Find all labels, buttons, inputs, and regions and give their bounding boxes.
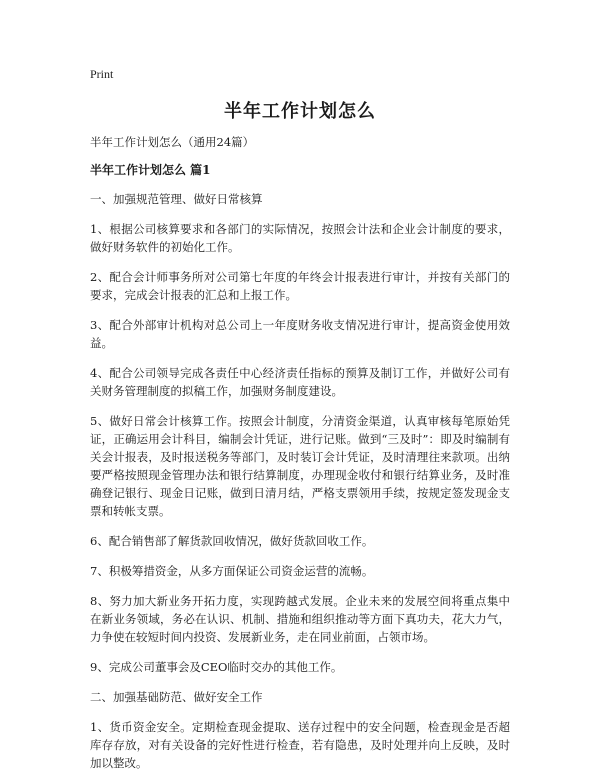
paragraph: 2、配合会计师事务所对公司第七年度的年终会计报表进行审计，并按有关部门的要求，完成会计报表的汇总和上报工作。: [90, 270, 510, 302]
paragraph: 1、货币资金安全。定期检查现金提取、送存过程中的安全问题，检查现金是否超库存存放，对有关设备的完好性进行检查，若有隐患，及时处理并向上反映，及时加以整改。: [90, 720, 510, 770]
paragraph: 7、积极筹措资金，从多方面保证公司资金运营的流畅。: [90, 564, 374, 578]
paragraph: 8、努力加大新业务开拓力度，实现跨越式发展。企业未来的发展空间将重点集中在新业务领域，务必在认识、机制、措施和组织推动等方面下真功夫，花大力气，力争使在较短时间内投资、发展新业务，走在同业前面，占领市场。: [90, 594, 510, 644]
print-label[interactable]: Print: [90, 67, 114, 81]
paragraph: 6、配合销售部了解货款回收情况，做好货款回收工作。: [90, 534, 374, 548]
paragraph: 3、配合外部审计机构对总公司上一年度财务收支情况进行审计，提高资金使用效益。: [90, 318, 510, 350]
paragraph-heading-1: 一、加强规范管理、做好日常核算: [90, 192, 263, 206]
paragraph: 4、配合公司领导完成各责任中心经济责任指标的预算及制订工作，并做好公司有关财务管理制度的拟稿工作，加强财务制度建设。: [90, 366, 510, 398]
paragraph: 1、根据公司核算要求和各部门的实际情况，按照会计法和企业会计制度的要求，做好财务软件的初始化工作。: [90, 222, 510, 254]
section-heading: 半年工作计划怎么 篇1: [90, 163, 211, 177]
document-subtitle: 半年工作计划怎么（通用24篇）: [90, 135, 255, 149]
paragraph: 9、完成公司董事会及CEO临时交办的其他工作。: [90, 660, 343, 674]
paragraph: 5、做好日常会计核算工作。按照会计制度，分清资金渠道，认真审核每笔原始凭证，正确运用会计科目，编制会计凭证，进行记账。做到“三及时”：即及时编制有关会计报表，及时报送税务等部门，及时装订会计凭证，及时清理往来款项。出纳要严格按照现金管理办法和银行结算制度，办理现金收付和银行结算业务，及时准确登记银行、现金日记账，做到日清月结，严格支票领用手续，按规定签发现金支票和转帐支票。: [90, 414, 510, 518]
document-title: 半年工作计划怎么: [224, 101, 376, 122]
paragraph-heading-2: 二、加强基础防范、做好安全工作: [90, 690, 263, 704]
